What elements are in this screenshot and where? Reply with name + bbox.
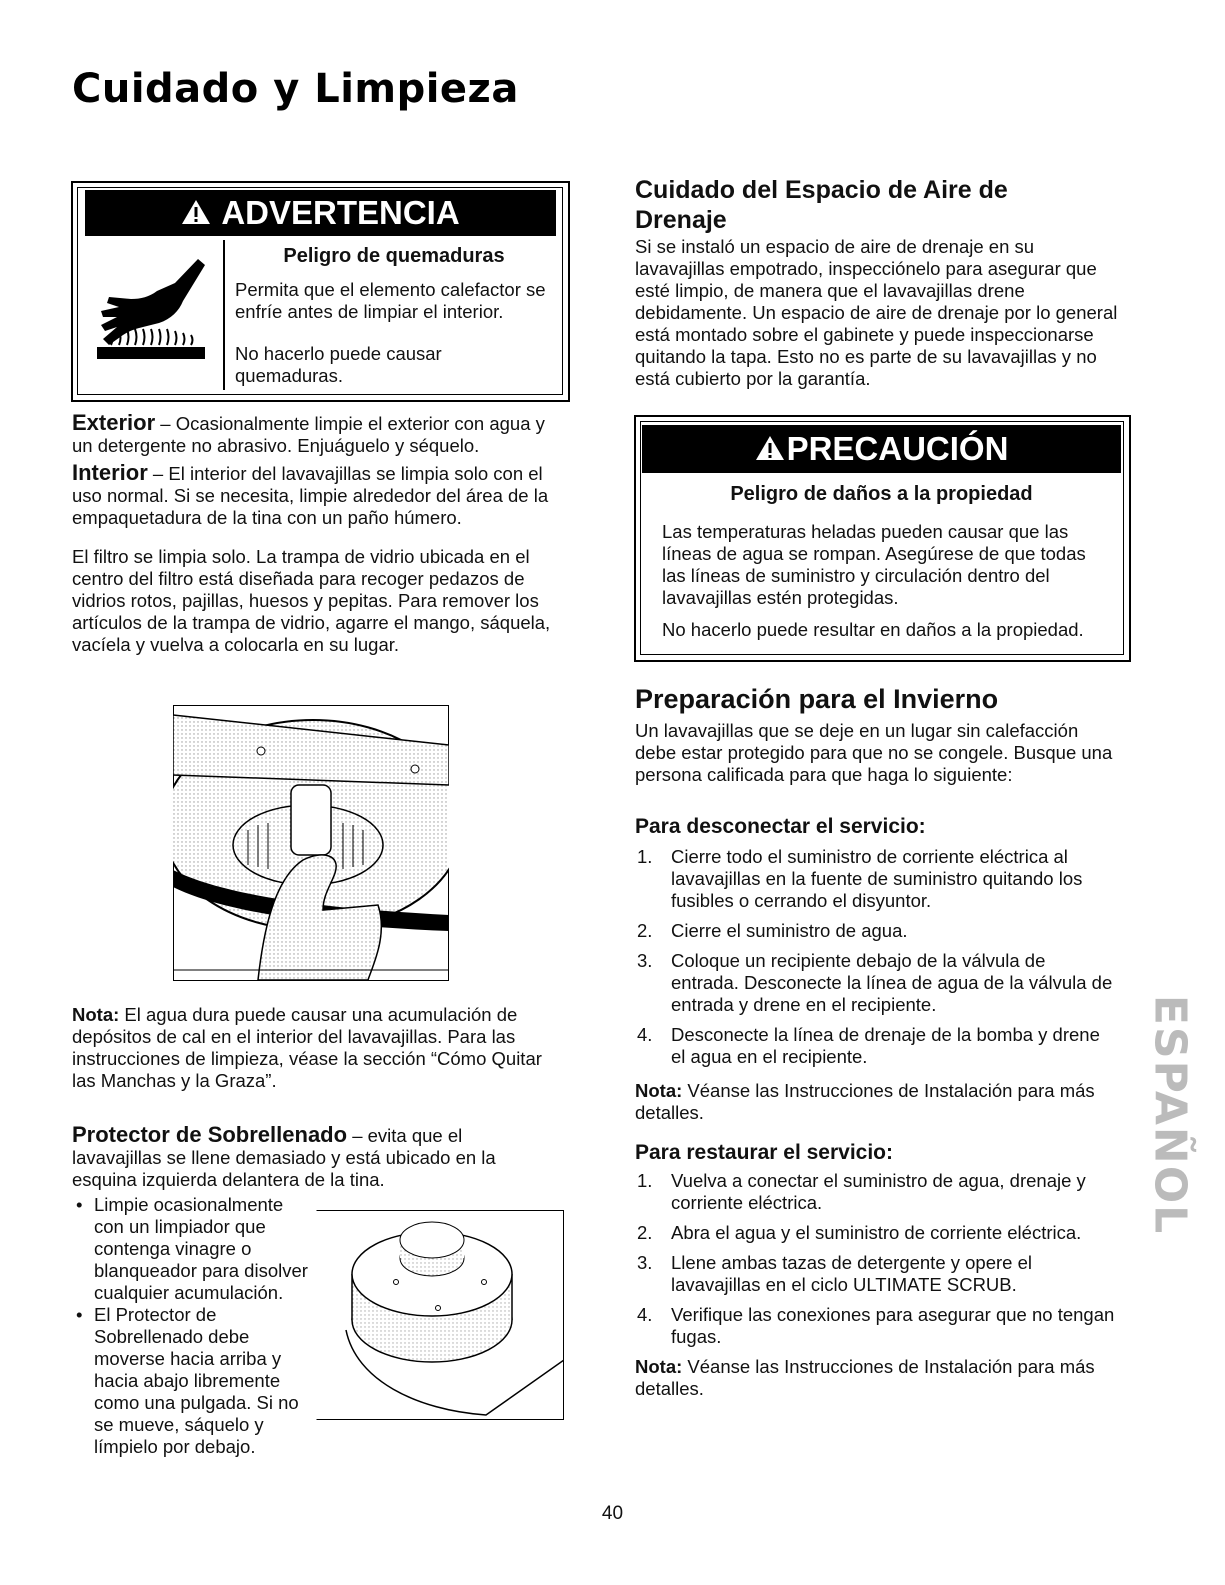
list-item: 1. Vuelva a conectar el suministro de agua, drenaje y corriente eléctrica.	[637, 1170, 1086, 1213]
disconnect-heading: Para desconectar el servicio:	[635, 815, 926, 838]
language-label: ESPAÑOL	[1144, 994, 1196, 1236]
caution-subtitle: Peligro de daños a la propiedad	[730, 483, 1033, 505]
protector-paragraph: Protector de Sobrellenado – evita que el lavavajillas se llene demasiado y está ubicado en la esquina izquierda delantera de la tina.	[72, 1122, 496, 1190]
filter-illustration	[173, 705, 449, 981]
exterior-paragraph: Exterior – Ocasionalmente limpie el exterior con agua y un detergente no abrasivo. Enjuáguelo y séquelo.	[72, 410, 545, 456]
list-item: 4. Desconecte la línea de drenaje de la bomba y drene el agua en el recipiente.	[637, 1024, 1100, 1067]
language-tab	[1120, 990, 1220, 1240]
protector-heading: Protector de Sobrellenado	[72, 1122, 348, 1147]
interior-heading: Interior	[72, 460, 148, 485]
warning-banner: ADVERTENCIA	[85, 190, 556, 236]
warning-box	[71, 181, 570, 402]
air-gap-paragraph: Si se instaló un espacio de aire de drenaje en su lavavajillas empotrado, inspecciónelo para asegurar que esté limpio, de manera que el lavavajillas drene debidamente. Un espacio de aire de drenaje por lo general está montado sobre el gabinete y puede inspeccionarse quitando la tapa. Esto no es parte de su lavavajillas y no está cubierto por la garantía.	[635, 236, 1118, 389]
disconnect-steps	[635, 846, 1115, 1076]
protector-bullets	[72, 1194, 312, 1458]
nota-disconnect: Nota: Véanse las Instrucciones de Instalación para más detalles.	[635, 1080, 1095, 1123]
list-item: 2. Abra el agua y el suministro de corriente eléctrica.	[637, 1222, 1082, 1243]
list-item: 1. Cierre todo el suministro de corriente eléctrica al lavavajillas en la fuente de suministro quitando los fusibles o cerrando el disyuntor.	[637, 846, 1083, 911]
exterior-heading: Exterior	[72, 410, 156, 435]
warning-triangle-icon	[181, 192, 211, 238]
list-item: 4. Verifique las conexiones para asegurar que no tengan fugas.	[637, 1304, 1115, 1347]
winter-heading: Preparación para el Invierno	[635, 684, 999, 714]
warning-text-2: No hacerlo puede causar quemaduras.	[235, 343, 442, 386]
list-item: • El Protector de Sobrellenado debe moverse hacia arriba y hacia abajo libremente como una pulgada. Si no se mueve, sáquelo y límpielo por debajo.	[72, 1304, 312, 1458]
restore-heading: Para restaurar el servicio:	[635, 1141, 893, 1164]
caution-text-2: No hacerlo puede resultar en daños a la propiedad.	[662, 619, 1084, 640]
warning-text-1: Permita que el elemento calefactor se enfríe antes de limpiar el interior.	[235, 279, 546, 322]
nota-hard-water: Nota: El agua dura puede causar una acumulación de depósitos de cal en el interior del lavavajillas. Para las instrucciones de limpieza, véase la sección “Cómo Quitar las Manchas y la Graza”.	[72, 1004, 542, 1091]
page-title: Cuidado y Limpieza	[72, 66, 519, 112]
winter-paragraph: Un lavavajillas que se deje en un lugar sin calefacción debe estar protegido para que no se congele. Busque una persona calificada para que haga lo siguiente:	[635, 720, 1113, 785]
nota-restore: Nota: Véanse las Instrucciones de Instalación para más detalles.	[635, 1356, 1095, 1399]
air-gap-heading: Cuidado del Espacio de Aire de Drenaje	[635, 176, 1008, 234]
warning-subtitle: Peligro de quemaduras	[283, 245, 505, 267]
filter-paragraph: El filtro se limpia solo. La trampa de vidrio ubicada en el centro del filtro está diseñada para recoger pedazos de vidrios rotos, pajillas, huesos y pepitas. Para remover los artículos de la trampa de vidrio, agarre el mango, sáquela, vacíela y vuelva a colocarla en su lugar.	[72, 546, 551, 655]
caution-text-1: Las temperaturas heladas pueden causar que las líneas de agua se rompan. Asegúrese de que todas las líneas de suministro y circulación dentro del lavavajillas estén protegidas.	[662, 521, 1086, 608]
caution-box	[634, 415, 1131, 662]
list-item: 3. Llene ambas tazas de detergente y opere el lavavajillas en el ciclo ULTIMATE SCRUB.	[637, 1252, 1032, 1295]
caution-banner: PRECAUCIÓN	[642, 425, 1121, 473]
page-number: 40	[601, 1503, 624, 1524]
list-item: 3. Coloque un recipiente debajo de la válvula de entrada. Desconecte la línea de agua de la válvula de entrada y drene en el recipiente.	[637, 950, 1113, 1015]
list-item: • Limpie ocasionalmente con un limpiador que contenga vinagre o blanqueador para disolver cualquier acumulación.	[72, 1194, 312, 1304]
overfill-protector-illustration	[316, 1210, 564, 1420]
list-item: 2. Cierre el suministro de agua.	[637, 920, 908, 941]
warning-triangle-icon	[755, 427, 785, 475]
hot-surface-hand-icon	[83, 253, 223, 383]
restore-steps	[635, 1170, 1115, 1356]
interior-paragraph: Interior – El interior del lavavajillas se limpia solo con el uso normal. Si se necesita, limpie alrededor del área de la empaquetadura de la tina con un paño húmero.	[72, 460, 549, 528]
